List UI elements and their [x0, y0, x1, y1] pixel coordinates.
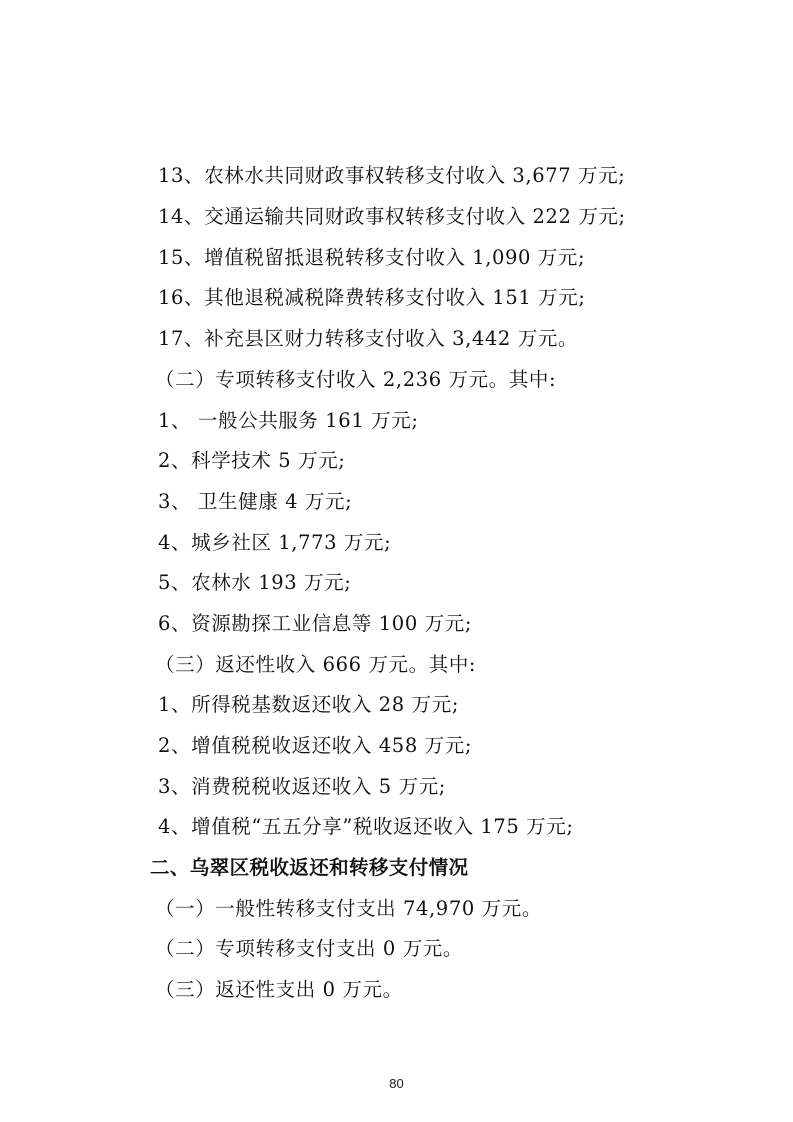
special-transfer-expenditure: （二）专项转移支付支出 0 万元。	[155, 937, 464, 960]
section-special-transfer-income: （二）专项转移支付收入 2,236 万元。其中:	[155, 368, 557, 391]
item-16-tax-cut-transfer: 16、其他退税减税降费转移支付收入 151 万元;	[158, 286, 586, 309]
special-item-6-resources: 6、资源勘探工业信息等 100 万元;	[158, 612, 472, 635]
item-15-vat-refund-transfer: 15、增值税留抵退税转移支付收入 1,090 万元;	[158, 246, 586, 269]
special-item-4-urban-rural: 4、城乡社区 1,773 万元;	[158, 531, 392, 554]
page-number: 80	[389, 1076, 404, 1091]
section-return-income: （三）返还性收入 666 万元。其中:	[155, 653, 477, 676]
item-17-county-finance-transfer: 17、补充县区财力转移支付收入 3,442 万元。	[158, 327, 579, 350]
section-heading-wucui-district: 二、乌翠区税收返还和转移支付情况	[150, 856, 469, 879]
return-item-1-income-tax: 1、所得税基数返还收入 28 万元;	[158, 693, 459, 716]
general-transfer-expenditure: （一）一般性转移支付支出 74,970 万元。	[155, 897, 542, 920]
return-expenditure: （三）返还性支出 0 万元。	[155, 978, 403, 1001]
special-item-1-public-service: 1、 一般公共服务 161 万元;	[158, 409, 419, 432]
special-item-2-science: 2、科学技术 5 万元;	[158, 449, 346, 472]
special-item-3-health: 3、 卫生健康 4 万元;	[158, 490, 353, 513]
item-14-transport-transfer: 14、交通运输共同财政事权转移支付收入 222 万元;	[158, 205, 626, 228]
return-item-2-vat: 2、增值税税收返还收入 458 万元;	[158, 734, 472, 757]
return-item-3-consumption-tax: 3、消费税税收返还收入 5 万元;	[158, 775, 446, 798]
return-item-4-vat-sharing: 4、增值税“五五分享”税收返还收入 175 万元;	[158, 815, 574, 838]
item-13-agriculture-transfer: 13、农林水共同财政事权转移支付收入 3,677 万元;	[158, 164, 626, 187]
special-item-5-agriculture: 5、农林水 193 万元;	[158, 571, 352, 594]
